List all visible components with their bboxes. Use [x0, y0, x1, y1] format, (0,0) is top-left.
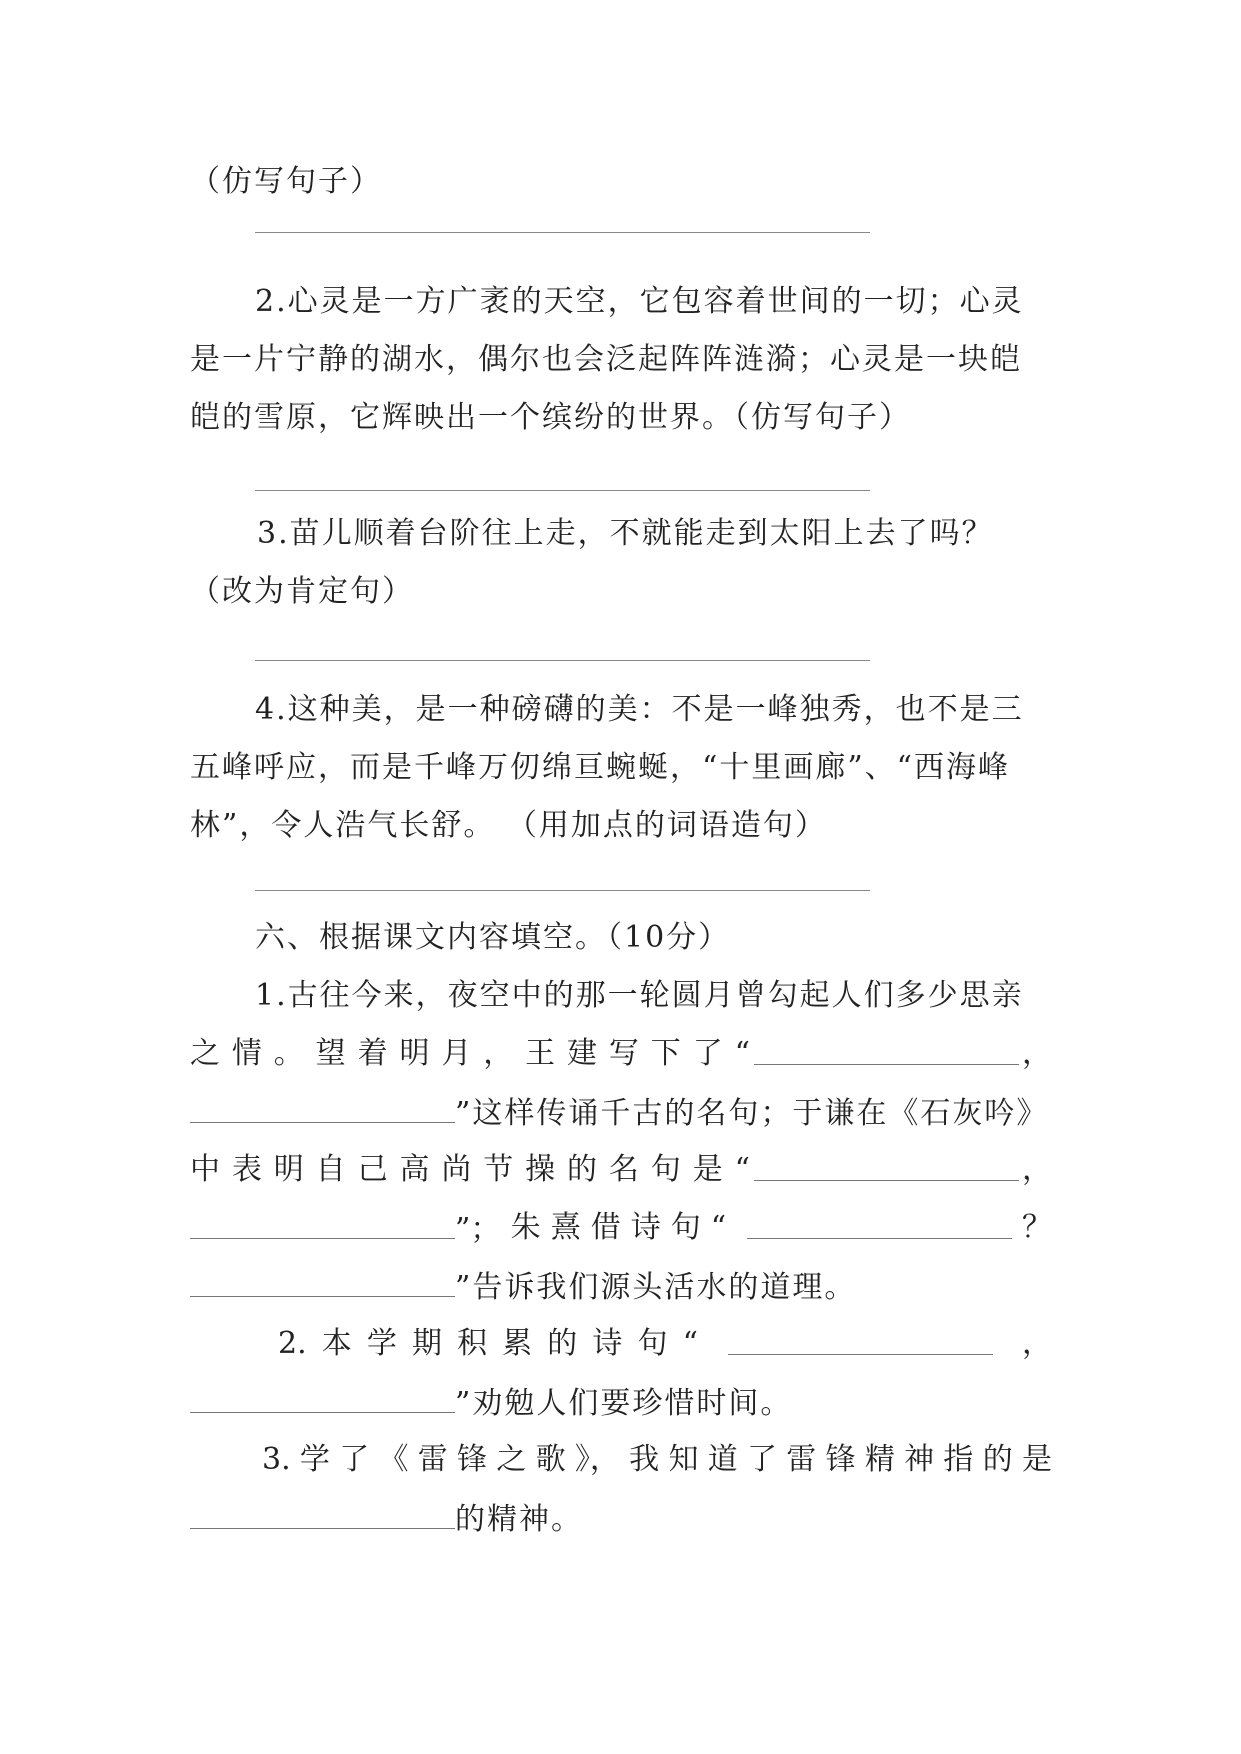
char: 的: [547, 1326, 578, 1361]
answer-line-3[interactable]: [255, 660, 870, 661]
char: 的: [982, 1442, 1013, 1477]
q6-item1-line4-words: [190, 1150, 750, 1190]
question-mark: ？: [1022, 1210, 1052, 1245]
answer-line-2[interactable]: [255, 490, 870, 491]
q6-item2-line2: [190, 1382, 792, 1424]
char: 累: [502, 1326, 533, 1361]
part-a: [190, 1208, 500, 1250]
char: 操: [525, 1152, 556, 1187]
item4-line2: 五峰呼应，而是千峰万仞绵亘蜿蜒，“十里画廊”、“西海峰: [190, 750, 1011, 785]
line-text: ”告诉我们源头活水的道理。: [455, 1270, 857, 1305]
item2-line1: 2.心灵是一方广袤的天空，它包容着世间的一切；心灵: [255, 284, 1024, 319]
char: 写: [608, 1036, 639, 1071]
fill-blank[interactable]: [190, 1498, 455, 1529]
char: 指: [943, 1442, 974, 1477]
fill-blank[interactable]: [190, 1208, 455, 1239]
line-text: ”劝勉人们要珍惜时间。: [455, 1386, 793, 1421]
char: 精: [864, 1442, 895, 1477]
char: “: [682, 1326, 698, 1361]
char: 是: [692, 1152, 723, 1187]
char: 知: [668, 1442, 699, 1477]
q6-item1-line5: [190, 1208, 1052, 1250]
item2-line3: 皑的雪原，它辉映出一个缤纷的世界。（仿写句子）: [190, 400, 911, 435]
section6-heading: 六、根据课文内容填空。（10分）: [255, 920, 731, 955]
char: 王: [525, 1036, 556, 1071]
comma: ，: [1022, 1152, 1052, 1187]
char: 》，: [574, 1442, 620, 1477]
q6-item1-line2-words: [190, 1034, 750, 1074]
char: 句: [637, 1326, 668, 1361]
char: 了: [692, 1036, 723, 1071]
comma: ，: [1022, 1036, 1052, 1071]
char: 己: [357, 1152, 388, 1187]
char: “: [734, 1152, 750, 1187]
char: 着: [357, 1036, 388, 1071]
q6-item1-line1: 1.古往今来，夜空中的那一轮圆月曾勾起人们多少思亲: [255, 978, 1024, 1013]
fill-blank[interactable]: [728, 1324, 993, 1355]
char: 积: [457, 1326, 488, 1361]
char: 句: [650, 1152, 681, 1187]
char: 之: [496, 1442, 527, 1477]
char: 锋: [457, 1442, 488, 1477]
char: 表: [231, 1152, 262, 1187]
fill-blank[interactable]: [190, 1266, 455, 1297]
item3-line1: 3.苗儿顺着台阶往上走，不就能走到太阳上去了吗？: [257, 516, 994, 551]
line-text: ”这样传诵千古的名句；于谦在《石灰吟》: [455, 1096, 1049, 1131]
char: 2.: [278, 1326, 307, 1361]
char: 了: [747, 1442, 777, 1477]
char: 是: [1021, 1442, 1052, 1477]
char: 我: [629, 1442, 660, 1477]
char: 神: [904, 1442, 935, 1477]
char: 《: [378, 1442, 409, 1477]
char: 雷: [417, 1442, 448, 1477]
char: 明: [273, 1152, 304, 1187]
item1-instruction: （仿写句子）: [190, 164, 382, 199]
item3-line2: （改为肯定句）: [190, 574, 414, 609]
answer-line-4[interactable]: [255, 890, 870, 891]
char: 学: [366, 1326, 397, 1361]
char: 。: [273, 1036, 304, 1071]
char: 情: [231, 1036, 262, 1071]
char: 雷: [786, 1442, 817, 1477]
char: 尚: [441, 1152, 472, 1187]
char: 锋: [825, 1442, 856, 1477]
char: 本: [321, 1326, 352, 1361]
char: 歌: [535, 1442, 566, 1477]
fill-blank[interactable]: [754, 1034, 1019, 1065]
item4-line3: 林”，令人浩气长舒。 （用加点的词语造句）: [190, 808, 827, 843]
char: 高: [399, 1152, 430, 1187]
char: 明: [399, 1036, 430, 1071]
q6-item1-line6: [190, 1266, 856, 1308]
quote-end: ”；: [455, 1212, 501, 1247]
comma: ，: [1022, 1326, 1052, 1361]
char: 之: [190, 1036, 220, 1071]
q6-item3-line1: [262, 1440, 1052, 1480]
answer-line-1[interactable]: [255, 232, 870, 233]
item2-line2: 是一片宁静的湖水，偶尔也会泛起阵阵涟漪；心灵是一块皑: [190, 342, 1022, 377]
q6-item2-line1: [278, 1324, 1052, 1364]
char: 望: [315, 1036, 346, 1071]
char: 名: [608, 1152, 639, 1187]
char: 中: [190, 1152, 220, 1187]
fill-blank[interactable]: [754, 1150, 1019, 1181]
q6-item3-line2: [190, 1498, 583, 1540]
char: 道: [707, 1442, 738, 1477]
char: “: [734, 1036, 750, 1071]
part-b: 朱熹借诗句“: [510, 1210, 737, 1245]
q6-item1-line2: [190, 1034, 1052, 1074]
char: 诗: [592, 1326, 623, 1361]
fill-blank[interactable]: [190, 1092, 455, 1123]
char: 节: [483, 1152, 514, 1187]
char: 下: [650, 1036, 681, 1071]
char: 了: [339, 1442, 370, 1477]
fill-blank[interactable]: [190, 1382, 455, 1413]
char: 期: [411, 1326, 442, 1361]
char: 3.: [262, 1442, 291, 1477]
char: 的: [567, 1152, 598, 1187]
item4-line1: 4.这种美，是一种磅礴的美：不是一峰独秀，也不是三: [255, 692, 1024, 727]
char: 学: [299, 1442, 330, 1477]
line-text: 的精神。: [455, 1502, 583, 1537]
char: ，: [483, 1036, 514, 1071]
char: 自: [315, 1152, 346, 1187]
fill-blank[interactable]: [747, 1208, 1012, 1239]
q6-item1-line4: [190, 1150, 1052, 1190]
char: 建: [567, 1036, 598, 1071]
q6-item1-line3: [190, 1092, 1048, 1134]
q6-item2-words: [278, 1324, 698, 1364]
char: 月: [441, 1036, 472, 1071]
